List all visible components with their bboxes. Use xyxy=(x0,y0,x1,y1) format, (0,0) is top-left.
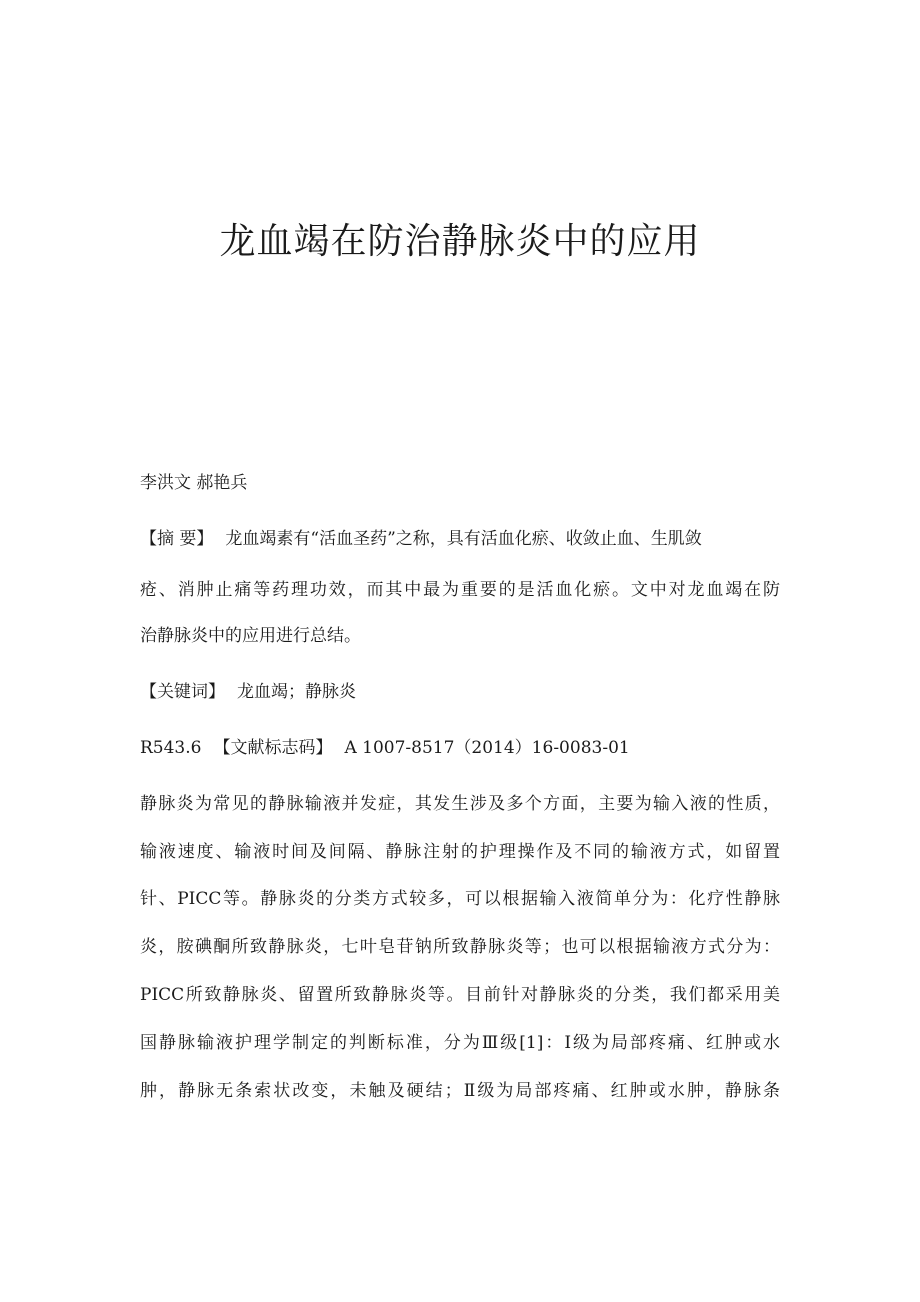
doc-code-value: A 1007-8517（2014）16-0083-01 xyxy=(344,738,630,758)
body-line-6: 国静脉输液护理学制定的判断标准，分为Ⅲ级[1]：Ⅰ级为局部疼痛、红肿或水 xyxy=(140,1033,780,1053)
abstract-line-2: 疮、消肿止痛等药理功效，而其中最为重要的是活血化瘀。文中对龙血竭在防 xyxy=(140,580,780,600)
abstract-label: 【摘 要】 xyxy=(140,529,214,549)
body-line-5: PICC所致静脉炎、留置所致静脉炎等。目前针对静脉炎的分类，我们都采用美 xyxy=(140,985,780,1005)
authors: 李洪文 郝艳兵 xyxy=(140,473,248,493)
classification-line xyxy=(140,736,780,760)
keywords-value: 龙血竭；静脉炎 xyxy=(237,682,356,702)
body-line-2: 输液速度、输液时间及间隔、静脉注射的护理操作及不同的输液方式，如留置 xyxy=(140,842,780,862)
abstract-line-3: 治静脉炎中的应用进行总结。 xyxy=(140,626,361,646)
clc-number: R543.6 xyxy=(140,738,202,758)
abstract-text-1: 龙血竭素有“活血圣药”之称，具有活血化瘀、收敛止血、生肌敛 xyxy=(225,529,702,549)
body-line-7: 肿，静脉无条索状改变，未触及硬结；Ⅱ级为局部疼痛、红肿或水肿，静脉条 xyxy=(140,1081,780,1101)
abstract-line-1 xyxy=(140,527,780,551)
body-line-3: 针、PICC等。静脉炎的分类方式较多，可以根据输入液简单分为：化疗性静脉 xyxy=(140,889,780,909)
document-title: 龙血竭在防治静脉炎中的应用 xyxy=(219,221,701,262)
body-line-1: 静脉炎为常见的静脉输液并发症，其发生涉及多个方面，主要为输入液的性质， xyxy=(140,794,780,814)
keywords-label: 【关键词】 xyxy=(140,682,225,702)
keywords-line xyxy=(140,680,780,704)
doc-code-label: 【文献标志码】 xyxy=(213,738,333,758)
body-line-4: 炎，胺碘酮所致静脉炎，七叶皂苷钠所致静脉炎等；也可以根据输液方式分为： xyxy=(140,937,780,957)
